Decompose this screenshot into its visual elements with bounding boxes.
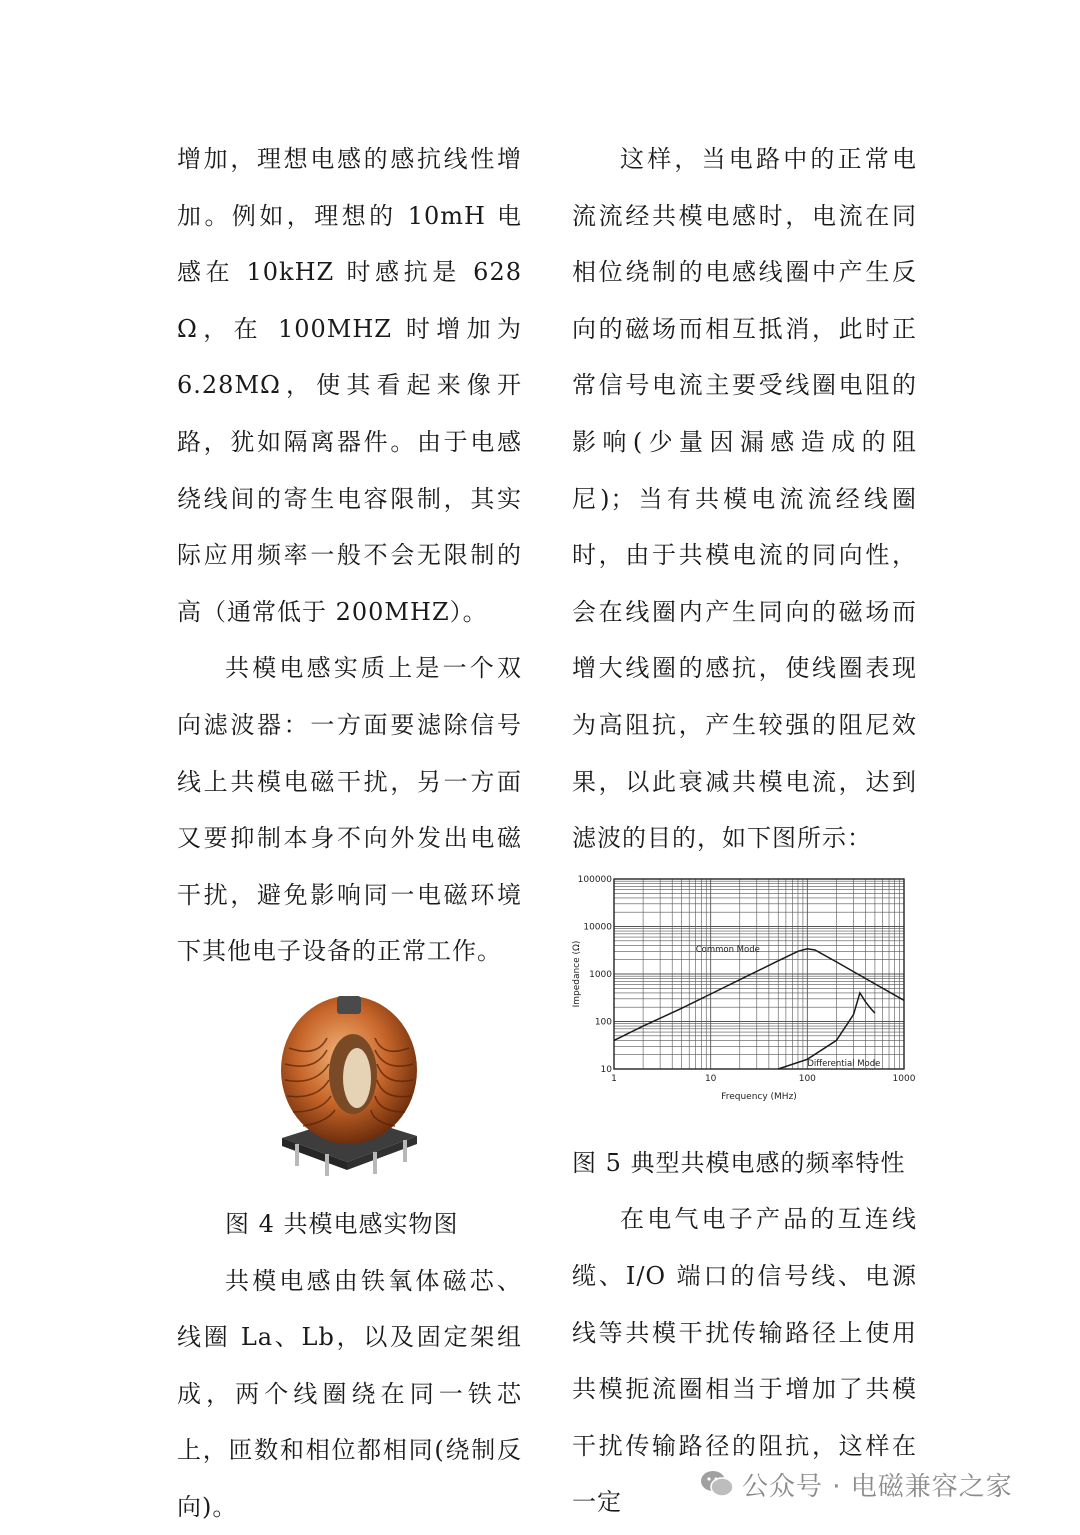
series-label-common-mode: Common Mode bbox=[696, 945, 760, 955]
left-paragraph-2: 共模电感实质上是一个双向滤波器：一方面要滤除信号线上共模电磁干扰，另一方面又要抑制本身不向外发出电磁干扰，避免影响同一电磁环境下其他电子设备的正常工作。 bbox=[177, 640, 522, 980]
y-tick-label: 100000 bbox=[578, 875, 613, 885]
common-mode-choke-photo bbox=[177, 988, 522, 1178]
x-tick-label: 1000 bbox=[893, 1074, 916, 1084]
y-tick-label: 10000 bbox=[583, 922, 612, 932]
impedance-chart-svg bbox=[572, 871, 917, 1119]
figure-4-caption: 图 4 共模电感实物图 bbox=[177, 1196, 522, 1253]
right-column bbox=[572, 131, 917, 1531]
wechat-icon bbox=[700, 1469, 734, 1499]
right-paragraph-1: 这样，当电路中的正常电流流经共模电感时，电流在同相位绕制的电感线圈中产生反向的磁场而相互抵消，此时正常信号电流主要受线圈电阻的影响(少量因漏感造成的阻尼)；当有共模电流流经线圈时，由于共模电流的同向性，会在线圈内产生同向的磁场而增大线圈的感抗，使线圈表现为高阻抗，产生较强的阻尼效果，以此衰减共模电流，达到滤波的目的，如下图所示： bbox=[572, 131, 917, 867]
footer-wechat-source bbox=[700, 1462, 1060, 1506]
y-tick-label: 10 bbox=[601, 1065, 613, 1075]
x-tick-label: 1 bbox=[611, 1074, 617, 1084]
series-label-differential-mode: Differential Mode bbox=[807, 1059, 880, 1069]
right-paragraph-2: 在电气电子产品的互连线缆、I/O 端口的信号线、电源线等共模干扰传输路径上使用共模扼流圈相当于增加了共模干扰传输路径的阻抗，这样在一定 bbox=[572, 1191, 917, 1531]
left-column bbox=[177, 131, 522, 1535]
series-line-differential-mode bbox=[778, 993, 875, 1069]
x-axis-label: Frequency (MHz) bbox=[721, 1092, 797, 1102]
left-paragraph-1: 增加，理想电感的感抗线性增加。例如，理想的 10mH 电感在 10kHZ 时感抗是 628 Ω，在 100MHZ 时增加为 6.28MΩ，使其看起来像开路，犹如隔离器件。由于电感绕线间的寄生电容限制，其实际应用频率一般不会无限制的高（通常低于 200MHZ）。 bbox=[177, 131, 522, 640]
impedance-chart bbox=[572, 871, 917, 1119]
left-paragraph-3: 共模电感由铁氧体磁芯、线圈 La、Lb，以及固定架组成，两个线圈绕在同一铁芯上，匝数和相位都相同(绕制反向)。 bbox=[177, 1253, 522, 1535]
toroid-inductor-image bbox=[177, 988, 522, 1178]
y-tick-label: 1000 bbox=[589, 970, 612, 980]
x-tick-label: 100 bbox=[799, 1074, 816, 1084]
y-tick-label: 100 bbox=[595, 1017, 612, 1027]
footer-text: 公众号 · 电磁兼容之家 bbox=[742, 1466, 1013, 1503]
y-axis-label: Impedance (Ω) bbox=[572, 940, 582, 1007]
x-tick-label: 10 bbox=[705, 1074, 717, 1084]
figure-5-caption: 图 5 典型共模电感的频率特性 bbox=[572, 1135, 917, 1192]
